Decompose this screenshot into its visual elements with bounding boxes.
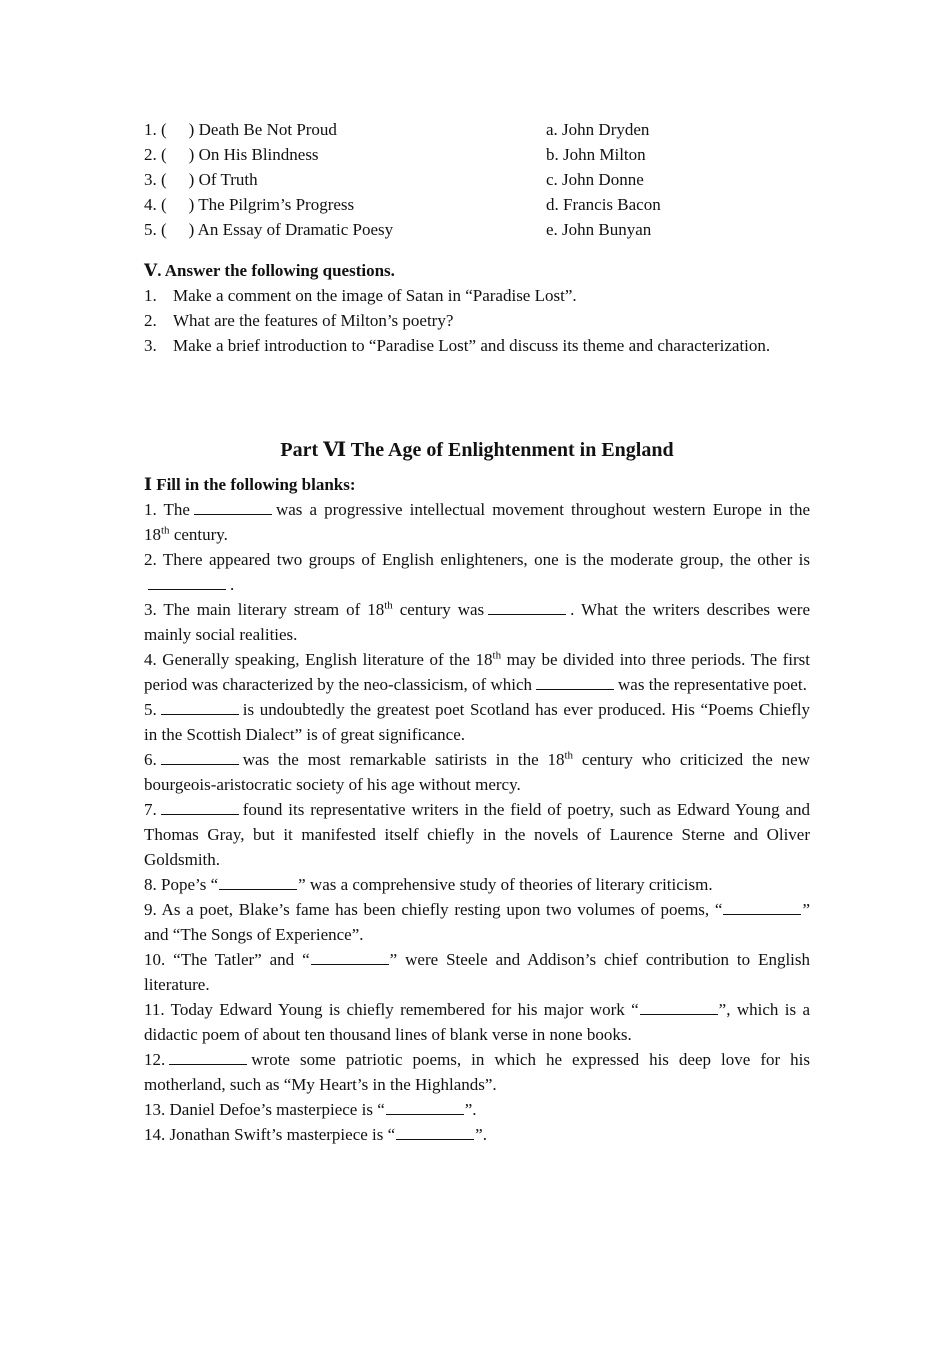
answer-blank[interactable] xyxy=(161,798,239,815)
matching-item: 1. ( ) Death Be Not Proud xyxy=(144,120,337,139)
answer-blank[interactable] xyxy=(536,673,614,690)
answer-blank[interactable] xyxy=(161,698,239,715)
worksheet-page xyxy=(144,117,810,1147)
matching-item: 2. ( ) On His Blindness xyxy=(144,145,319,164)
fill-item: 4. Generally speaking, English literature of the 18th may be divided into three periods. The first period was characterized by the neo-classicism, of which was the representative poet. xyxy=(144,649,810,694)
question-item: 2. What are the features of Milton’s poetry? xyxy=(144,311,454,330)
matching-row xyxy=(144,167,810,192)
fill-item: 14. Jonathan Swift’s masterpiece is “ ”. xyxy=(144,1125,487,1144)
matching-answer: a. John Dryden xyxy=(546,120,650,139)
part-title: Part Ⅵ The Age of Enlightenment in England xyxy=(280,439,674,461)
answer-blank[interactable] xyxy=(194,498,272,515)
answer-blank[interactable] xyxy=(640,998,718,1015)
section-heading: Ⅰ Fill in the following blanks: xyxy=(144,475,356,494)
matching-answer: d. Francis Bacon xyxy=(546,195,661,214)
fill-item: 10. “The Tatler” and “ ” were Steele and Addison’s chief contribution to English literature. xyxy=(144,950,811,994)
answer-blank[interactable] xyxy=(219,873,297,890)
matching-item: 5. ( ) An Essay of Dramatic Poesy xyxy=(144,220,394,239)
matching-item: 3. ( ) Of Truth xyxy=(144,170,258,189)
matching-row xyxy=(144,142,810,167)
fill-item: 3. The main literary stream of 18th century was . What the writers describes were mainly social realities. xyxy=(144,599,811,644)
answer-blank[interactable] xyxy=(396,1123,474,1140)
fill-item: 1. The was a progressive intellectual movement throughout western Europe in the 18th century. xyxy=(144,500,810,544)
fill-item: 8. Pope’s “ ” was a comprehensive study of theories of literary criticism. xyxy=(144,875,713,894)
fill-item: 9. As a poet, Blake’s fame has been chiefly resting upon two volumes of poems, “ ” and “The Songs of Experience”. xyxy=(144,900,810,944)
answer-blank[interactable] xyxy=(386,1098,464,1115)
section-heading: Ⅴ. Answer the following questions. xyxy=(144,261,395,280)
matching-row xyxy=(144,117,810,142)
question-item: 3. Make a brief introduction to “Paradise Lost” and discuss its theme and characterization. xyxy=(144,336,771,355)
matching-answer: c. John Donne xyxy=(546,170,644,189)
answer-blank[interactable] xyxy=(169,1048,247,1065)
fill-item: 13. Daniel Defoe’s masterpiece is “ ”. xyxy=(144,1100,477,1119)
question-item: 1. Make a comment on the image of Satan in “Paradise Lost”. xyxy=(144,286,577,305)
fill-item: 7. found its representative writers in the field of poetry, such as Edward Young and Thomas Gray, but it manifested itself chiefly in the novels of Laurence Sterne and Oliver Goldsmith. xyxy=(144,800,810,869)
fill-item: 2. There appeared two groups of English enlighteners, one is the moderate group, the other is. xyxy=(144,550,810,594)
fill-item: 5. is undoubtedly the greatest poet Scotland has ever produced. His “Poems Chiefly in the Scottish Dialect” is of great significance. xyxy=(144,700,810,744)
fill-item: 6. was the most remarkable satirists in the 18th century who criticized the new bourgeois-aristocratic society of his age without mercy. xyxy=(144,749,810,794)
matching-item: 4. ( ) The Pilgrim’s Progress xyxy=(144,195,355,214)
answer-blank[interactable] xyxy=(161,748,239,765)
answer-blank[interactable] xyxy=(723,898,801,915)
matching-answer: e. John Bunyan xyxy=(546,220,652,239)
matching-section xyxy=(144,117,810,242)
answer-blank[interactable] xyxy=(488,598,566,615)
matching-row xyxy=(144,217,810,242)
matching-row xyxy=(144,192,810,217)
fill-item: 11. Today Edward Young is chiefly remembered for his major work “ ”, which is a didactic poem of about ten thousand lines of blank verse in none books. xyxy=(144,1000,810,1044)
answer-blank[interactable] xyxy=(148,573,226,590)
fill-item: 12. wrote some patriotic poems, in which he expressed his deep love for his motherland, such as “My Heart’s in the Highlands”. xyxy=(144,1050,810,1094)
matching-answer: b. John Milton xyxy=(546,145,646,164)
answer-blank[interactable] xyxy=(311,948,389,965)
